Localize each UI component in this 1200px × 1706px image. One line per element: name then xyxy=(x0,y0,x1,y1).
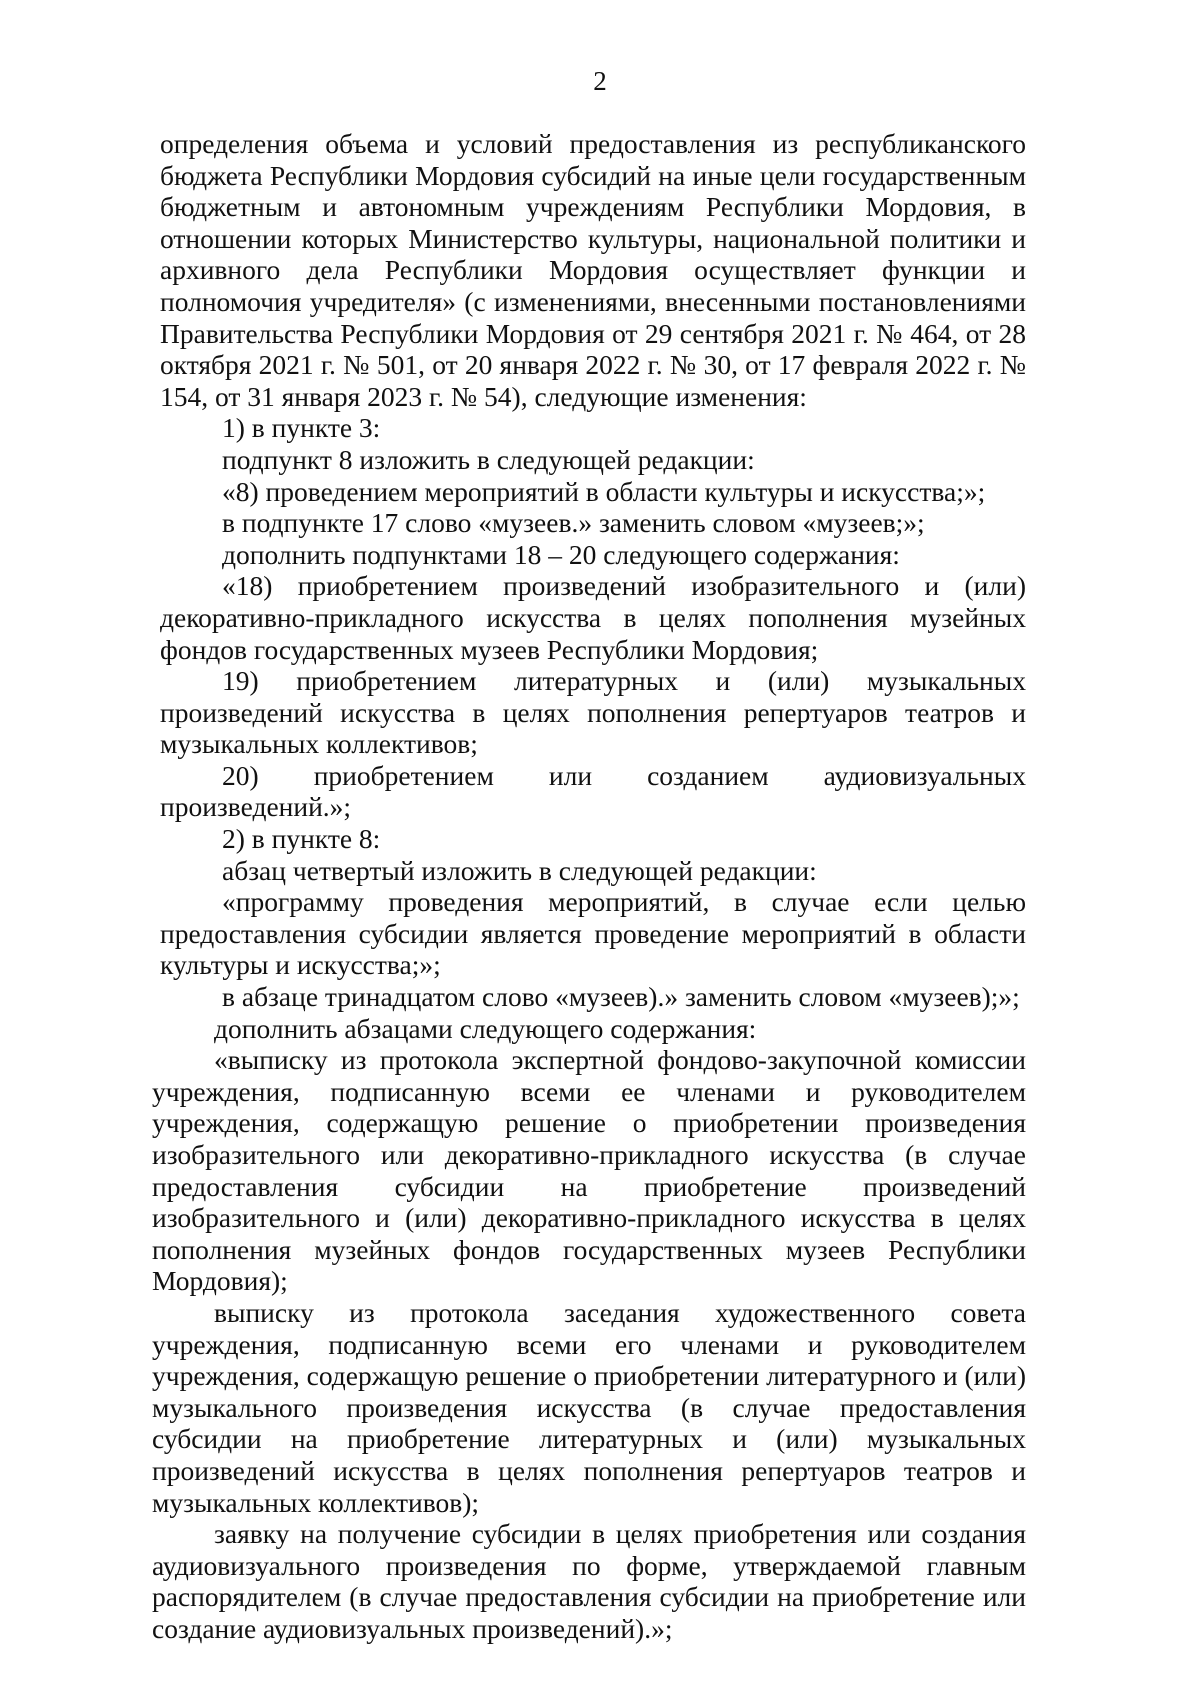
paragraph-application: заявку на получение субсидии в целях приобретения или создания аудиовизуального произведения по форме, утверждаемой главным распорядителем (в случае предоставления субсидии на приобретение или создание аудиовизуальных произведений).»; xyxy=(152,1518,1026,1644)
paragraph-subitem-20: 20) приобретением или созданием аудиовизуальных произведений.»; xyxy=(160,759,1026,823)
paragraph-add-subitems: дополнить подпунктами 18 – 20 следующего содержания: xyxy=(222,538,900,570)
paragraph-fourth-abzac-text: «программу проведения мероприятий, в случае если целью предоставления субсидии является проведение мероприятий в области культуры и искусства;»; xyxy=(160,886,1026,981)
paragraph-thirteenth-abzac: в абзаце тринадцатом слово «музеев).» заменить словом «музеев);»; xyxy=(222,981,1020,1013)
paragraph-subitem-8-heading: подпункт 8 изложить в следующей редакции: xyxy=(222,443,755,475)
paragraph-subitem-17: в подпункте 17 слово «музеев.» заменить словом «музеев;»; xyxy=(222,507,925,539)
page-number: 2 xyxy=(593,66,607,96)
paragraph-fourth-abzac-heading: абзац четвертый изложить в следующей редакции: xyxy=(222,854,817,886)
paragraph-intro: определения объема и условий предоставления из республиканского бюджета Республики Мордовия субсидий на иные цели государственным бюджетным и автономным учреждениям Республики Мордовия, в отношении которых Министерство культуры, национальной политики и архивного дела Республики Мордовия осуществляет функции и полномочия учредителя» (с изменениями, внесенными постановлениями Правительства Республики Мордовия от 29 сентября 2021 г. № 464, от 28 октября 2021 г. № 501, от 20 января 2022 г. № 30, от 17 февраля 2022 г. № 154, от 31 января 2023 г. № 54), следующие изменения: xyxy=(160,128,1026,412)
paragraph-add-abzacs: дополнить абзацами следующего содержания: xyxy=(214,1012,757,1044)
paragraph-item-2: 2) в пункте 8: xyxy=(222,823,381,855)
paragraph-subitem-19: 19) приобретением литературных и (или) музыкальных произведений искусства в целях пополнения репертуаров театров и музыкальных коллективов; xyxy=(160,665,1026,760)
paragraph-item-1: 1) в пункте 3: xyxy=(222,412,381,444)
document-body xyxy=(152,128,1026,1645)
paragraph-extract-art-council: выписку из протокола заседания художественного совета учреждения, подписанную всеми его членами и руководителем учреждения, содержащую решение о приобретении литературного и (или) музыкального произведения искусства (в случае предоставления субсидии на приобретение литературных и (или) музыкальных произведений искусства в целях пополнения репертуаров театров и музыкальных коллективов); xyxy=(152,1296,1026,1518)
paragraph-subitem-8-text: «8) проведением мероприятий в области культуры и искусства;»; xyxy=(222,475,986,507)
paragraph-extract-commission: «выписку из протокола экспертной фондово-закупочной комиссии учреждения, подписанную всеми ее членами и руководителем учреждения, содержащую решение о приобретении произведения изобразительного или декоративно-прикладного искусства (в случае предоставления субсидии на приобретение произведений изобразительного и (или) декоративно-прикладного искусства в целях пополнения музейных фондов государственных музеев Республики Мордовия); xyxy=(152,1044,1026,1297)
paragraph-subitem-18: «18) приобретением произведений изобразительного и (или) декоративно-прикладного искусства в целях пополнения музейных фондов государственных музеев Республики Мордовия; xyxy=(160,570,1026,665)
